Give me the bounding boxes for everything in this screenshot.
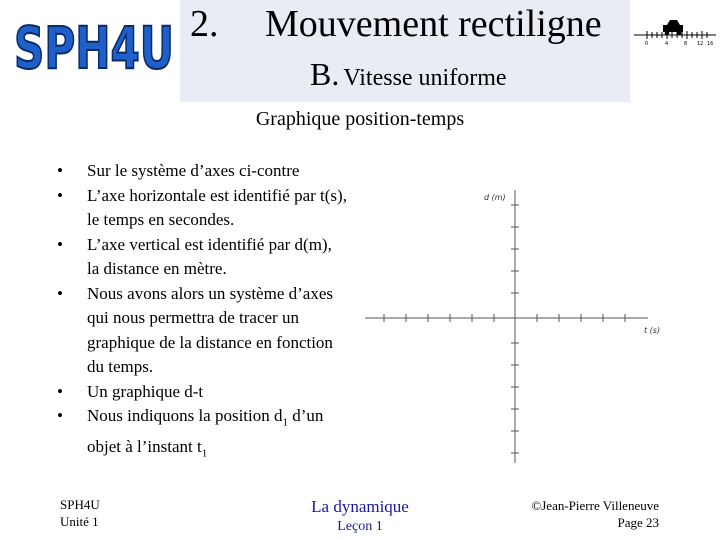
x-axis-label: t (s) [644,326,661,335]
bullet-item [57,282,347,380]
footer-page: Page 23 [617,515,659,530]
car-tick-0: 0 [645,41,649,46]
car-icon [663,20,683,35]
bullet-dot-icon: • [57,161,63,180]
sph4u-logo [10,10,180,78]
bullet-item [57,380,347,405]
bullet-dot-icon: • [57,406,63,425]
logo-text: SPH4U [14,14,174,78]
footer-topic: La dynamique [311,497,409,516]
car-tick-16: 16 [707,41,714,46]
bullet-list [57,159,347,466]
bullet-item [57,159,347,184]
bullet-subscript: 1 [282,416,289,429]
bullet-text-mid: d’un objet à l’instant t [87,406,324,456]
footer-unit: Unité 1 [60,514,99,529]
title-letter: B. [310,56,340,92]
y-axis-label: d (m) [484,193,506,202]
title-sub: Vitesse uniforme [343,65,507,91]
footer-left [60,496,100,530]
car-number-line-graphic [634,10,716,46]
bullet-dot-icon: • [57,381,63,401]
bullet-text: Sur le système d’axes ci-contre [87,161,300,180]
bullet-dot-icon: • [57,234,63,254]
bullet-text-pre: Nous indiquons la position d [87,406,283,425]
title-line-2 [310,56,507,93]
title-line-1 [190,2,602,46]
bullet-text: L’axe horizontale est identifié par t(s), le temps en secondes. [87,185,347,229]
title-main: Mouvement rectiligne [265,3,602,45]
bullet-item [57,233,347,282]
bullet-item [57,404,347,466]
position-time-axes [360,185,710,470]
car-tick-4: 4 [665,41,669,46]
car-tick-8: 8 [684,41,688,46]
bullet-dot-icon: • [57,185,63,205]
bullet-text: L’axe vertical est identifié par d(m), la distance en mètre. [87,234,332,278]
bullet-subscript: 1 [201,447,208,460]
footer-course: SPH4U [60,497,100,512]
car-tick-12: 12 [697,41,704,46]
footer-author: ©Jean-Pierre Villeneuve [531,498,659,513]
slide-subtitle: Graphique position-temps [255,108,465,130]
footer-lesson: Leçon 1 [337,519,383,534]
bullet-dot-icon: • [57,283,63,303]
title-number: 2. [190,3,219,45]
bullet-text: Nous avons alors un système d’axes qui nous permettra de tracer un graphique de la distance en fonction du temps. [87,283,333,376]
footer-right [531,497,659,531]
bullet-text: Un graphique d-t [87,381,204,401]
footer-center [300,497,420,535]
bullet-item [57,184,347,233]
